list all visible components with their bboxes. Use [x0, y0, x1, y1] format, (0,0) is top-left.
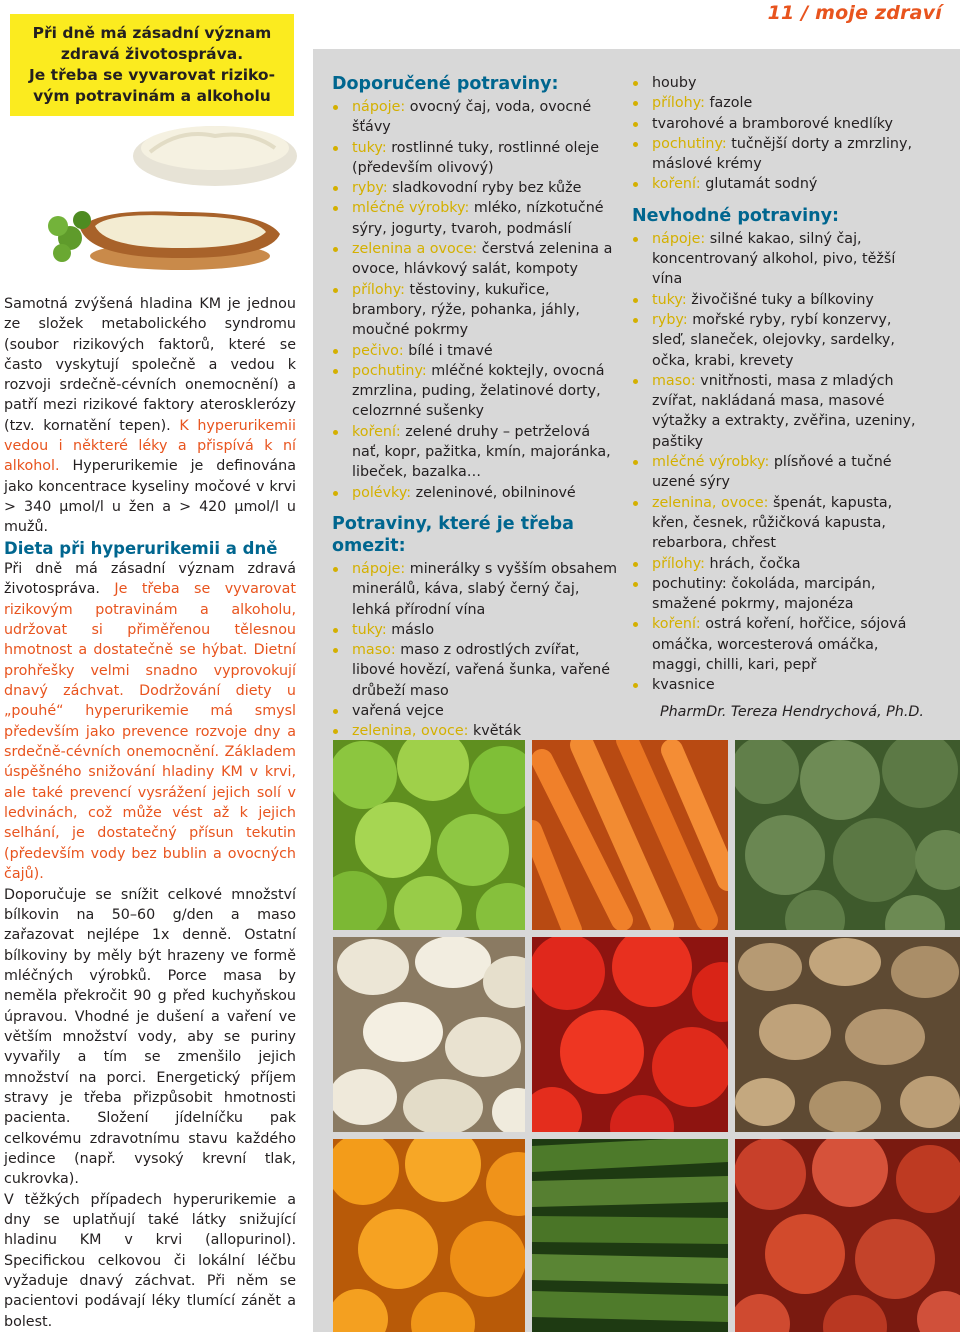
list-item: přílohy: hrách, čočka	[632, 554, 922, 574]
limited-list-continued	[632, 73, 922, 195]
apples-photo	[333, 740, 525, 930]
red-apples-photo	[735, 1139, 960, 1332]
unsuitable-list	[632, 229, 922, 696]
pull-quote-line: Je třeba se vyvarovat riziko-	[28, 66, 276, 84]
diet-highlight: Je třeba se vyvarovat rizikovým potravinám a alkoholu, udržovat si přiměřenou tělesnou hmotnost a dostatečně se hýbat. Dietní prohřešky velmi snadno vyprovokují dnavý záchvat. Dodržování diety u „pouhé“ hyperurikemie má smysl především jako prevence rozvoje dny a srdečně-cévních onemocnění. Základem úspěšného snižování hladiny KM v krvi, ale také prevencí vysrážení jejich solí v ledvinách, což může vést až k jejich selhání, je dostatečný přísun tekutin (především vody bez bublin a ovocných čajů).	[4, 581, 296, 883]
pull-quote	[10, 14, 294, 116]
recommended-list	[332, 97, 622, 503]
pull-quote-line: zdravá životospráva.	[60, 45, 244, 63]
list-item: koření: glutamát sodný	[632, 174, 922, 194]
broccoli-photo	[735, 740, 960, 930]
list-item: zelenina, ovoce: květák	[332, 721, 622, 741]
list-item: polévky: zeleninové, obilninové	[332, 483, 622, 503]
section-heading: Dieta při hyperurikemii a dně	[4, 539, 278, 558]
diet-paragraph: V těžkých případech hyperurikemie a dny se uplatňují také látky snižující hladinu KM v krvi (allopurinol). Specifickou celkovou či lokální léčbu vyžaduje dnavý záchvat. Při něm se pacientovi podávají léky tlumící zánět a bolest.	[4, 1191, 296, 1330]
list-item: tuky: rostlinné tuky, rostlinné oleje (především olivový)	[332, 138, 622, 179]
list-item: zelenina, ovoce: špenát, kapusta, křen, česnek, růžičková kapusta, rebarbora, chřest	[632, 493, 922, 554]
oranges-photo	[333, 1139, 525, 1332]
diet-paragraph: Doporučuje se snížit celkové množství bílkovin na 50–60 g/den a maso zařazovat nejlépe 1x denně. Ostatní bílkoviny by měly být hrazeny ve formě mléčných výrobků. Porce masa by neměla překročit 90 g před kuchyňskou úpravou. Vhodné je dušení a vaření ve větším množství vody, aby se puriny vyvařily a tím se zmenšilo jejich množství na porci. Energetický příjem stravy je třeba přizpůsobit hmotnosti pacienta. Složení jídelníčku pak celkovému zdravotnímu stavu každého jedince (např. vysoký krevní tlak, cukrovka).	[4, 886, 296, 1188]
food-column-right	[632, 73, 922, 696]
unsuitable-title: Nevhodné potraviny:	[632, 205, 839, 226]
list-item: vařená vejce	[332, 701, 622, 721]
list-item: maso: maso z odrostlých zvířat, libové hovězí, vařená šunka, vařené drůbeží maso	[332, 640, 622, 701]
intro-text-part: Samotná zvýšená hladina KM je jednou ze složek metabolického syndromu (soubor rizikových faktorů, které se často vyskytují společně a vedou k rozvoji srdečně-cévních onemocnění) a patří mezi rizikové faktory aterosklerózy (tzv. kornatění tepen).	[4, 296, 296, 434]
food-column-left	[332, 73, 622, 742]
bread-with-spread-image	[40, 108, 302, 278]
carrots-photo	[532, 740, 728, 930]
list-item: pochutiny: čokoláda, marcipán, smažené pokrmy, majonéza	[632, 574, 922, 615]
list-item: koření: zelené druhy – petrželová nať, kopr, pažitka, kmín, majoránka, libeček, bazalka…	[332, 422, 622, 483]
intro-paragraph	[4, 294, 296, 538]
recommended-title: Doporučené potraviny:	[332, 74, 559, 94]
diet-lead: Při dně má zásadní význam zdravá životospráva.	[4, 561, 296, 598]
list-item: přílohy: fazole	[632, 93, 922, 113]
list-item: ryby: sladkovodní ryby bez kůže	[332, 178, 622, 198]
list-item: nápoje: silné kakao, silný čaj, koncentrovaný alkohol, pivo, těžší vína	[632, 229, 922, 290]
list-item: houby	[632, 73, 922, 93]
page-number: 11 / moje zdraví	[767, 2, 942, 24]
list-item: zelenina a ovoce: čerstvá zelenina a ovoce, hlávkový salát, kompoty	[332, 239, 622, 280]
list-item: ryby: mořské ryby, rybí konzervy, sleď, slaneček, olejovky, sardelky, očka, krabi, krevety	[632, 310, 922, 371]
pull-quote-line: vým potravinám a alkoholu	[33, 87, 271, 105]
mushrooms-photo	[333, 937, 525, 1132]
list-item: přílohy: těstoviny, kukuřice, brambory, rýže, pohanka, jáhly, moučné pokrmy	[332, 280, 622, 341]
pull-quote-line: Při dně má zásadní význam	[32, 24, 272, 42]
diet-body	[4, 559, 296, 1332]
list-item: nápoje: minerálky s vyšším obsahem minerálů, káva, slabý černý čaj, lehká přírodní vína	[332, 559, 622, 620]
list-item: tuky: máslo	[332, 620, 622, 640]
list-item: pochutiny: tučnější dorty a zmrzliny, máslové krémy	[632, 134, 922, 175]
intro-text-part: Hyperurikemie je definována jako koncentrace kyseliny močové v krvi > 340 µmol/l u žen a > 420 µmol/l u mužů.	[4, 458, 296, 536]
list-item: maso: vnitřnosti, masa z mladých zvířat, nakládaná masa, masové výtažky a extrakty, zvěřina, uzeniny, paštiky	[632, 371, 922, 452]
potatoes-photo	[735, 937, 960, 1132]
diet-paragraph	[4, 559, 296, 885]
list-item: pečivo: bílé i tmavé	[332, 341, 622, 361]
cucumbers-photo	[532, 1139, 728, 1332]
tomatoes-photo	[532, 937, 728, 1132]
list-item: pochutiny: mléčné koktejly, ovocná zmrzlina, puding, želatinové dorty, celozrnné sušenky	[332, 361, 622, 422]
list-item: mléčné výrobky: plísňové a tučné uzené sýry	[632, 452, 922, 493]
limited-list	[332, 559, 622, 742]
intro-highlight: K hyperurikemii vedou i některé léky a přispívá k ní alkohol.	[4, 417, 296, 475]
list-item: mléčné výrobky: mléko, nízkotučné sýry, jogurty, tvaroh, podmáslí	[332, 198, 622, 239]
list-item: tvarohové a bramborové knedlíky	[632, 114, 922, 134]
list-item: tuky: živočišné tuky a bílkoviny	[632, 290, 922, 310]
list-item: kvasnice	[632, 675, 922, 695]
limited-title: Potraviny, které je třeba omezit:	[332, 513, 574, 556]
author-signature: PharmDr. Tereza Hendrychová, Ph.D.	[660, 704, 924, 720]
list-item: koření: ostrá koření, hořčice, sójová omáčka, worcesterová omáčka, maggi, chilli, kari, pepř	[632, 614, 922, 675]
list-item: nápoje: ovocný čaj, voda, ovocné šťávy	[332, 97, 622, 138]
